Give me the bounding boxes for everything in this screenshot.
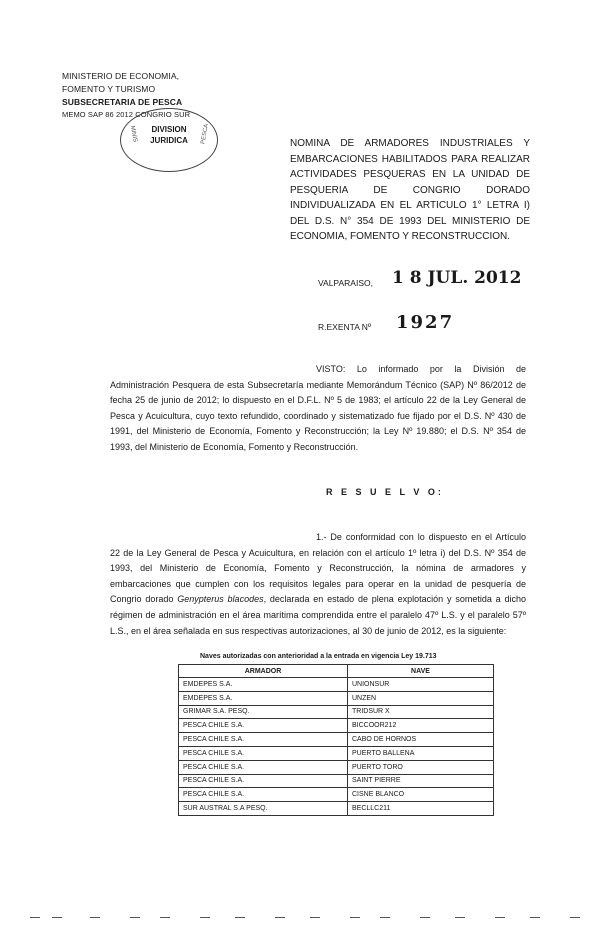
- table-row: [179, 760, 494, 774]
- stamp-line-2: JURIDICA: [150, 136, 188, 145]
- resolution-label: R.EXENTA Nº: [318, 322, 372, 332]
- scan-dash: [530, 917, 540, 918]
- scan-dash: [570, 917, 580, 918]
- species-name: Genypterus blacodes: [177, 594, 264, 605]
- armador-cell: [179, 705, 348, 719]
- scan-dash: [90, 917, 100, 918]
- table-header-row: [179, 665, 494, 678]
- nave-cell: UNZEN: [348, 691, 494, 705]
- resuelvo-heading: R E S U E L V O:: [326, 487, 444, 497]
- scan-dash: [275, 917, 285, 918]
- scan-dash: [30, 917, 40, 918]
- vessels-table-body: [179, 678, 494, 816]
- nave-cell: PUERTO TORO: [348, 760, 494, 774]
- nave-cell: PUERTO BALLENA: [348, 746, 494, 760]
- ministry-line-2: FOMENTO Y TURISMO: [62, 84, 156, 94]
- nave-cell: CABO DE HORNOS: [348, 733, 494, 747]
- scan-dash: [495, 917, 505, 918]
- article-1-text-b: , declarada en estado de plena explotación y sometida a dicho régimen de administración en el área marítima comprendida entre el paralelo 47º L.S. y el paralelo 57º L.S., en el área señalada en sus respectivas autorizaciones, al 30 de junio de 2012, es la siguiente:: [110, 594, 527, 636]
- article-1-paragraph: [110, 530, 526, 639]
- nave-cell: SAINT PIERRE: [348, 774, 494, 788]
- scan-dash: [235, 917, 245, 918]
- table-row: [179, 788, 494, 802]
- scan-dash: [380, 917, 390, 918]
- armador-name: SUR AUSTRAL S.A PESQ.: [183, 805, 268, 813]
- resolution-number: 1927: [396, 312, 455, 333]
- nave-cell: BICCOOR212: [348, 719, 494, 733]
- table-row: [179, 691, 494, 705]
- handwritten-date: 1 8 JUL. 2012: [392, 268, 522, 288]
- table-row: [179, 678, 494, 692]
- visto-paragraph: VISTO: Lo informado por la División de Administración Pesquera de esta Subsecretaría mediante Memorándum Técnico (SAP) Nº 86/2012 de fecha 25 de junio de 2012; lo dispuesto en el D.F.L. Nº 5 de 1983; el artículo 22 de la Ley General de Pesca y Acuicultura, cuyo texto refundido, coordinado y sistematizado fue fijado por el D.S. Nº 430 de 1991, del Ministerio de Economía, Fomento y Reconstrucción; la Ley Nº 19.880; el D.S. Nº 354 de 1993, del Ministerio de Economía, Fomento y Reconstrucción.: [110, 364, 526, 452]
- scan-dash: [160, 917, 170, 918]
- armador-cell: [179, 760, 348, 774]
- ministry-line-1: MINISTERIO DE ECONOMIA,: [62, 71, 180, 81]
- table-row: [179, 719, 494, 733]
- nave-cell: BECLLC211: [348, 802, 494, 816]
- armador-cell: [179, 719, 348, 733]
- document-title: NOMINA DE ARMADORES INDUSTRIALES Y EMBARCACIONES HABILITADOS PARA REALIZAR ACTIVIDADES PESQUERAS EN LA UNIDAD DE PESQUERIA DE CONGRIO DORADO INDIVIDUALIZADA EN EL ARTICULO 1° LETRA I) DEL D.S. N° 354 DE 1993 DEL MINISTERIO DE ECONOMIA, FOMENTO Y RECONSTRUCCION.: [290, 138, 530, 242]
- stamp-line-1: DIVISION: [151, 125, 187, 134]
- armador-name: PESCA CHILE S.A.: [183, 791, 245, 799]
- scan-dash: [130, 917, 140, 918]
- nave-cell: TRIDSUR X: [348, 705, 494, 719]
- armador-name: GRIMAR S.A. PESQ.: [183, 708, 250, 716]
- scan-artifact-dashes: [30, 917, 590, 919]
- subsecretaria-title: SUBSECRETARIA DE PESCA: [62, 97, 183, 107]
- table-caption: Naves autorizadas con anterioridad a la entrada en vigencia Ley 19.713: [200, 653, 437, 660]
- scan-dash: [52, 917, 62, 918]
- table-row: [179, 746, 494, 760]
- armador-name: PESCA CHILE S.A.: [183, 749, 245, 757]
- armador-name: PESCA CHILE S.A.: [183, 777, 245, 785]
- table-row: [179, 705, 494, 719]
- armador-cell: [179, 746, 348, 760]
- armador-name: PESCA CHILE S.A.: [183, 736, 245, 744]
- armador-cell: [179, 802, 348, 816]
- header-nave: NAVE: [348, 665, 494, 678]
- scan-dash: [200, 917, 210, 918]
- scan-dash: [350, 917, 360, 918]
- memo-reference: MEMO SAP 86 2012 CONGRIO SUR: [62, 110, 191, 119]
- scan-dash: [420, 917, 430, 918]
- armador-cell: [179, 788, 348, 802]
- stamp-left-arc: MINIS: [128, 125, 138, 143]
- table-row: [179, 802, 494, 816]
- armador-name: EMDEPES S.A.: [183, 694, 233, 702]
- armador-cell: [179, 774, 348, 788]
- stamp-right-arc: PESCA: [200, 123, 210, 145]
- nave-cell: CISNE BLANCO: [348, 788, 494, 802]
- armador-cell: [179, 691, 348, 705]
- header-armador: ARMADOR: [179, 665, 348, 678]
- armador-name: PESCA CHILE S.A.: [183, 722, 245, 730]
- vessels-table: [178, 664, 494, 816]
- division-juridica-stamp: [120, 108, 218, 172]
- table-row: [179, 733, 494, 747]
- nave-cell: UNIONSUR: [348, 678, 494, 692]
- scan-dash: [455, 917, 465, 918]
- scan-dash: [310, 917, 320, 918]
- armador-cell: [179, 678, 348, 692]
- table-row: [179, 774, 494, 788]
- article-1-text-a: 1.- De conformidad con lo dispuesto en el Artículo 22 de la Ley General de Pesca y Acuicultura, en relación con el artículo 1º letra i) del D.S. Nº 354 de 1993, del Ministerio de Economía, Fomento y Reconstrucción, la nómina de armadores y embarcaciones que cumplen con los requisitos legales para operar en la unidad de pesquería de Congrio dorado: [110, 532, 526, 605]
- armador-cell: [179, 733, 348, 747]
- armador-name: EMDEPES S.A.: [183, 680, 233, 688]
- place-label: VALPARAISO,: [318, 278, 373, 288]
- armador-name: PESCA CHILE S.A.: [183, 763, 245, 771]
